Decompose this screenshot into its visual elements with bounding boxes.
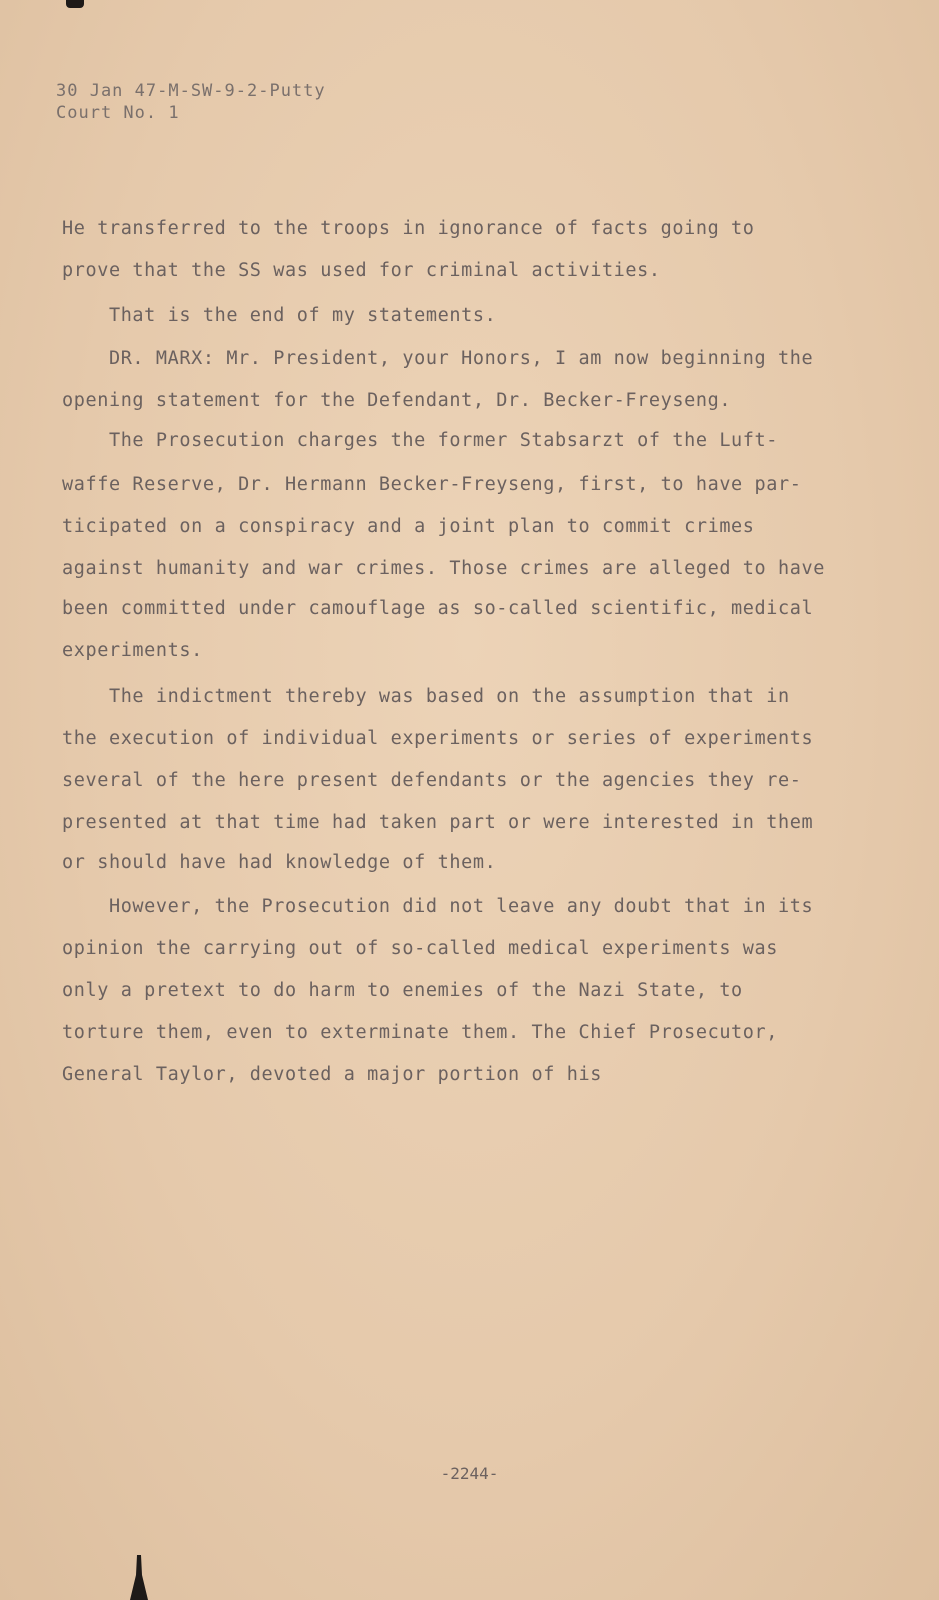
page-number: -2244- [440, 1464, 499, 1483]
document-header [56, 80, 326, 124]
text-line: However, the Prosecution did not leave any doubt that in its [62, 896, 814, 917]
text-line: against humanity and war crimes. Those crimes are alleged to have [62, 558, 825, 579]
text-line: prove that the SS was used for criminal activities. [62, 260, 661, 281]
text-line: experiments. [62, 640, 203, 661]
text-line: ticipated on a conspiracy and a joint plan to commit crimes [62, 516, 755, 537]
text-line: He transferred to the troops in ignorance of facts going to [62, 218, 755, 239]
text-line: or should have had knowledge of them. [62, 852, 497, 873]
text-line: That is the end of my statements. [62, 305, 497, 326]
text-line: waffe Reserve, Dr. Hermann Becker-Freyseng, first, to have par- [62, 474, 802, 495]
text-line: only a pretext to do harm to enemies of the Nazi State, to [62, 980, 743, 1001]
text-line: DR. MARX: Mr. President, your Honors, I am now beginning the [62, 348, 814, 369]
text-line: opening statement for the Defendant, Dr. Becker-Freyseng. [62, 390, 732, 411]
binding-mark-top [66, 0, 84, 8]
text-line: General Taylor, devoted a major portion of his [62, 1064, 602, 1085]
header-reference: 30 Jan 47-M-SW-9-2-Putty [56, 81, 326, 101]
text-line: been committed under camouflage as so-called scientific, medical [62, 598, 814, 619]
text-line: The indictment thereby was based on the assumption that in [62, 686, 790, 707]
text-line: several of the here present defendants or the agencies they re- [62, 770, 802, 791]
text-line: The Prosecution charges the former Stabsarzt of the Luft- [62, 430, 779, 451]
header-court: Court No. 1 [56, 103, 180, 123]
text-line: torture them, even to exterminate them. The Chief Prosecutor, [62, 1022, 779, 1043]
text-line: presented at that time had taken part or were interested in them [62, 812, 814, 833]
text-line: the execution of individual experiments or series of experiments [62, 728, 814, 749]
text-line: opinion the carrying out of so-called medical experiments was [62, 938, 779, 959]
binding-mark-bottom [128, 1555, 150, 1600]
